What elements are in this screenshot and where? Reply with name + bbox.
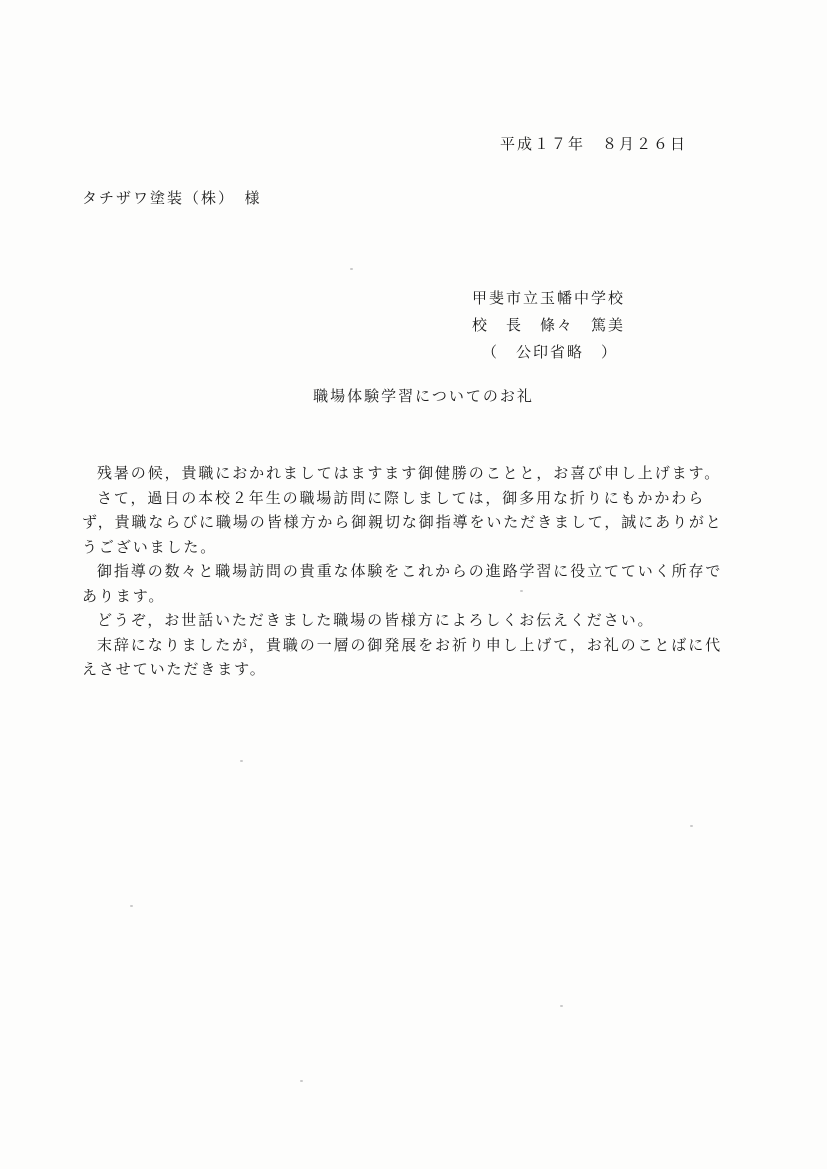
paper-speck bbox=[560, 1005, 563, 1007]
body-paragraph: さて，過日の本校２年生の職場訪問に際しましては，御多用な折りにもかかわらず，貴職ならびに職場の皆様方から御親切な御指導をいただきまして，誠にありがとうございました。 bbox=[82, 488, 723, 556]
paper-speck bbox=[130, 905, 133, 907]
body-paragraph: どうぞ，お世話いただきました職場の皆様方によろしくお伝えください。 bbox=[97, 611, 655, 629]
paper-speck bbox=[520, 590, 523, 592]
recipient-name: タチザワ塗装（株） 様 bbox=[82, 189, 262, 207]
paper-speck bbox=[350, 268, 353, 270]
sender-block bbox=[472, 285, 625, 366]
letter-date: 平成１７年 ８月２６日 bbox=[500, 135, 688, 153]
sender-seal-note: （ 公印省略 ） bbox=[482, 343, 619, 361]
body-paragraph: 末辞になりましたが，貴職の一層の御発展をお祈り申し上げて，お礼のことばに代えさせていただきます。 bbox=[82, 635, 723, 678]
letter-subject: 職場体験学習についてのお礼 bbox=[313, 387, 534, 405]
sender-principal: 校 長 條々 篤美 bbox=[472, 316, 626, 334]
sender-school: 甲斐市立玉幡中学校 bbox=[472, 289, 626, 307]
body-paragraph: 御指導の数々と職場訪問の貴重な体験をこれからの進路学習に役立てていく所存であります。 bbox=[82, 562, 723, 605]
paper-speck bbox=[690, 825, 693, 827]
body-paragraph: 残暑の候，貴職におかれましてはますます御健勝のことと，お喜び申し上げます。 bbox=[97, 464, 722, 482]
paper-speck bbox=[240, 760, 243, 762]
letter-body bbox=[82, 461, 732, 682]
paper-speck bbox=[300, 1080, 303, 1082]
